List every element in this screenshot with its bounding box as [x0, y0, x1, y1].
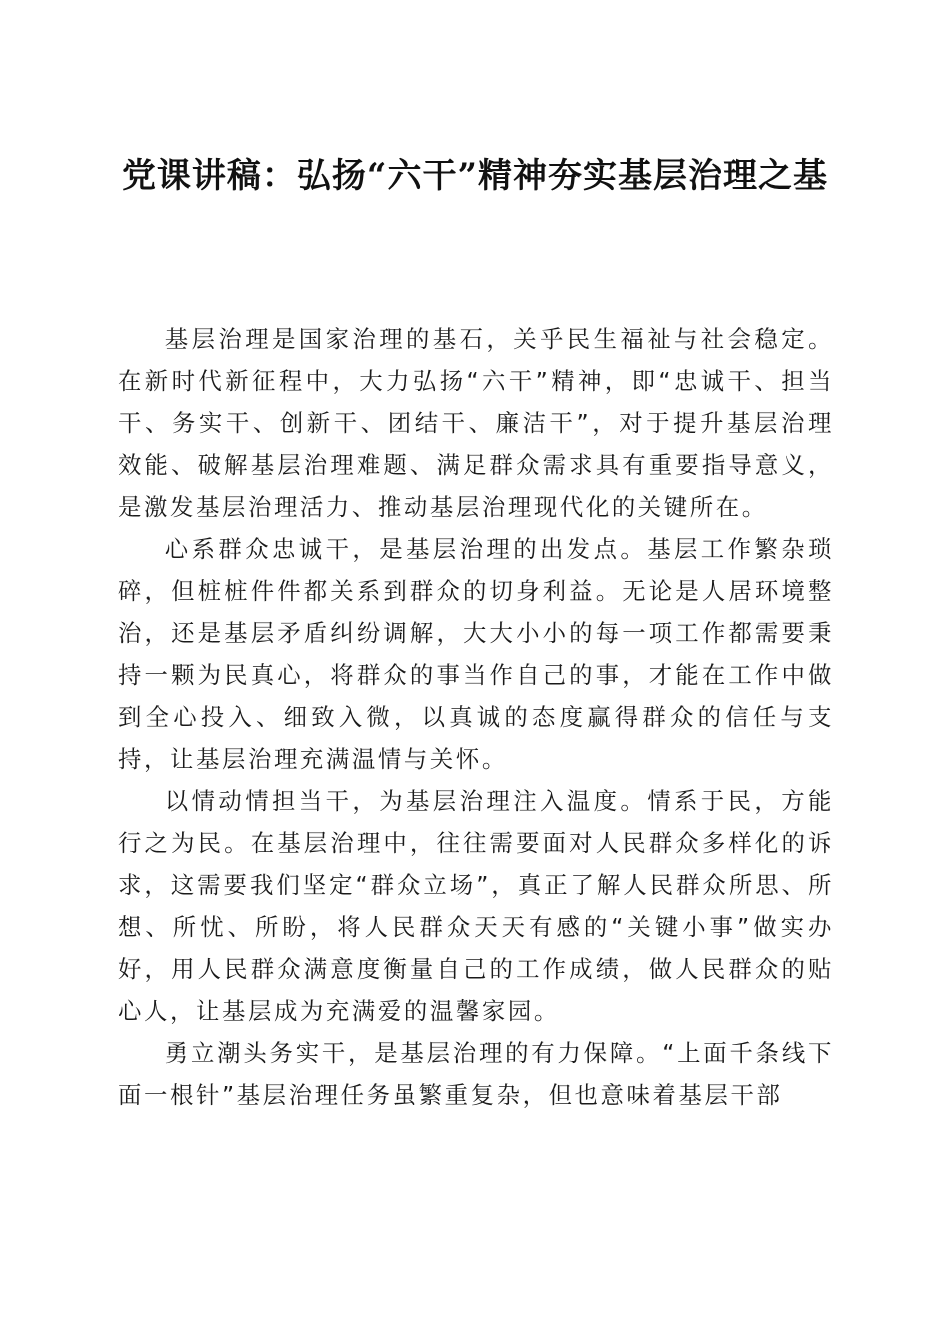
- paragraph-responsibility: 以情动情担当干，为基层治理注入温度。情系于民，方能行之为民。在基层治理中，往往需要面对人民群众多样化的诉求，这需要我们坚定“群众立场”，真正了解人民群众所思、所想、所忧、所盼，将人民群众天天有感的“关键小事”做实办好，用人民群众满意度衡量自己的工作成绩，做人民群众的贴心人，让基层成为充满爱的温馨家园。: [118, 787, 834, 1025]
- paragraph-intro: 基层治理是国家治理的基石，关乎民生福祉与社会稳定。在新时代新征程中，大力弘扬“六干”精神，即“忠诚干、担当干、务实干、创新干、团结干、廉洁干”，对于提升基层治理效能、破解基层治理难题、满足群众需求具有重要指导意义，是激发基层治理活力、推动基层治理现代化的关键所在。: [118, 325, 834, 521]
- paragraph-pragmatism: 勇立潮头务实干，是基层治理的有力保障。“上面千条线下面一根针”基层治理任务虽繁重复杂，但也意味着基层干部: [118, 1039, 834, 1109]
- document-body: [118, 318, 834, 1116]
- document-title: 党课讲稿：弘扬“六干”精神夯实基层治理之基: [121, 156, 829, 196]
- paragraph-loyalty: 心系群众忠诚干，是基层治理的出发点。基层工作繁杂琐碎，但桩桩件件都关系到群众的切身利益。无论是人居环境整治，还是基层矛盾纠纷调解，大大小小的每一项工作都需要秉持一颗为民真心，将群众的事当作自己的事，才能在工作中做到全心投入、细致入微，以真诚的态度赢得群众的信任与支持，让基层治理充满温情与关怀。: [118, 535, 834, 773]
